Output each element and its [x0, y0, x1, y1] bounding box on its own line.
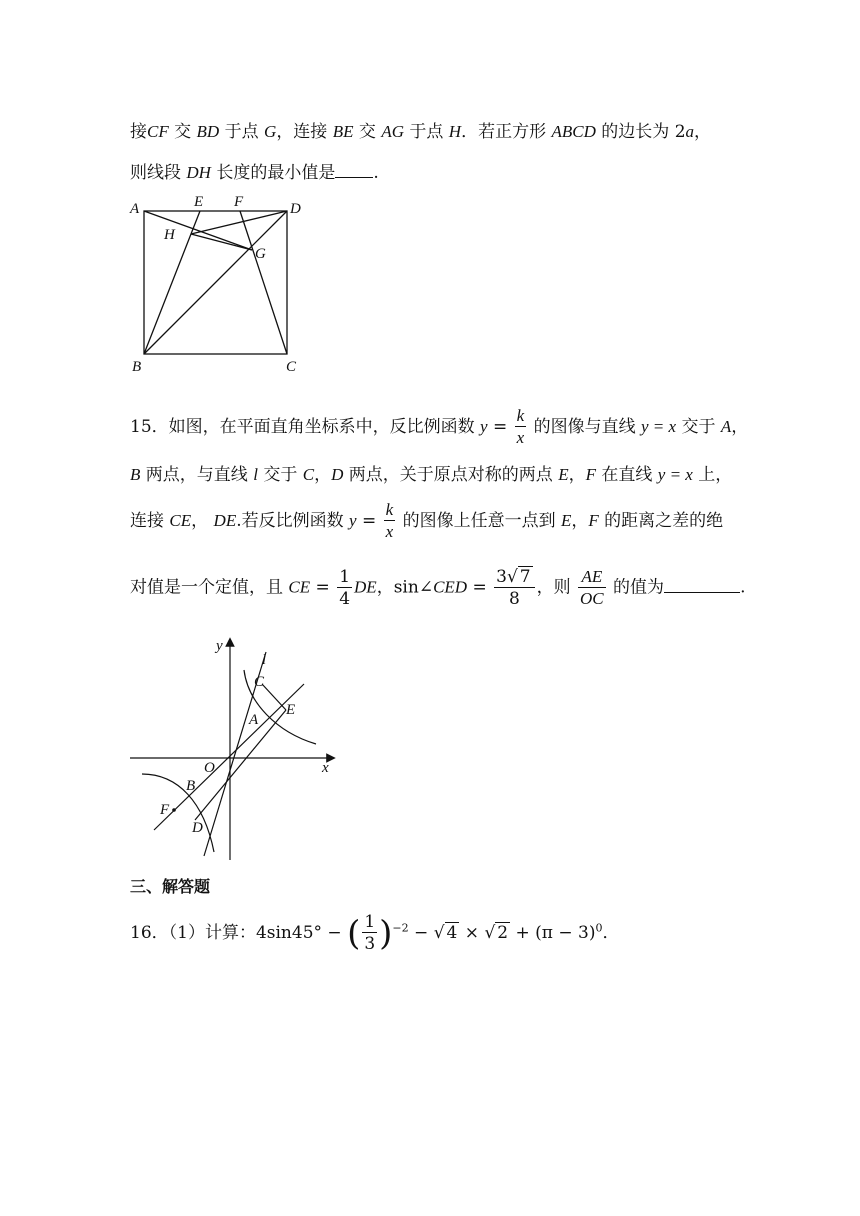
text: 交 [168, 122, 197, 142]
math-g: G [264, 122, 277, 141]
math-l: l [253, 465, 258, 484]
paren-close: ) [379, 913, 393, 954]
section-heading: 三、解答题 [130, 877, 211, 896]
answer-blank [335, 176, 373, 178]
denominator: 4 [339, 588, 351, 609]
text: 的值为 [607, 577, 665, 598]
radicand: 4 [446, 923, 458, 943]
text: = [467, 577, 493, 598]
math-be: BE [332, 122, 354, 141]
q16-line1 [130, 912, 619, 955]
text: ．若正方形 [461, 122, 552, 142]
fraction-one-third [362, 912, 377, 955]
math-2: 2 [674, 122, 686, 142]
text: ， [731, 417, 749, 437]
text: 的图像上任意一点到 [397, 511, 561, 531]
text: 交 [353, 122, 382, 142]
text: ，连接 [276, 122, 333, 142]
text: 交于 [676, 417, 721, 437]
math-cf: CF [147, 122, 169, 141]
numerator: AE [578, 567, 606, 588]
coefficient: 3 [496, 567, 507, 587]
q15-line2 [130, 460, 732, 485]
math-y-eq-x: y = x [641, 417, 677, 436]
text: 交于 [257, 465, 303, 485]
fraction-k-over-x [515, 406, 527, 449]
exponent: 0 [595, 921, 603, 935]
math-expr: 4sin45° − [255, 923, 348, 943]
math-expr: + [510, 923, 536, 943]
label-e: E [286, 702, 296, 718]
text: 则线段 [130, 163, 187, 183]
math-e: E [558, 465, 569, 484]
label-c: C [286, 359, 297, 375]
math-y: y [349, 511, 357, 530]
math-f: F [585, 465, 596, 484]
label-x: x [322, 760, 329, 776]
segment-hg [191, 234, 252, 250]
paren-open: ( [347, 913, 361, 954]
math-h: H [448, 122, 462, 141]
math-ced: CED [433, 577, 468, 597]
text: 15．如图，在平面直角坐标系中，反比例函数 [130, 417, 481, 437]
math-ce: CE [288, 577, 311, 597]
math-b: B [130, 465, 141, 484]
text: 连接 [130, 511, 170, 531]
q15-line3 [130, 500, 723, 543]
math-expr: (π − 3) [535, 923, 596, 943]
q14-line1 [130, 117, 711, 142]
label-a: A [249, 712, 259, 728]
label-g: G [255, 246, 266, 262]
exponent: −2 [392, 921, 409, 935]
text: ， [694, 122, 712, 142]
text: 的边长为 [595, 122, 675, 142]
math-c: C [302, 465, 315, 484]
q14-figure [128, 192, 308, 377]
math-ag: AG [381, 122, 404, 141]
text: ， [568, 465, 586, 485]
text: = [487, 417, 513, 437]
segment-cf [240, 211, 287, 354]
label-a: A [130, 201, 140, 217]
math-sin: sin∠ [393, 577, 434, 598]
label-c: C [254, 674, 265, 690]
text: ． [602, 923, 620, 943]
text: 于点 [219, 122, 265, 142]
label-d: D [192, 820, 203, 836]
fraction-one-quarter [337, 567, 352, 610]
numerator: 1 [364, 912, 376, 932]
label-h: H [164, 227, 175, 243]
text: ， [376, 577, 394, 598]
sqrt-sign: √ [484, 923, 496, 943]
radicand: 7 [519, 567, 531, 587]
q15-line1 [130, 406, 748, 449]
math-d: D [331, 465, 344, 484]
text: 的图像与直线 [528, 417, 642, 437]
fraction-k-over-x [384, 500, 396, 543]
label-b: B [132, 359, 142, 375]
fraction-ae-over-oc [578, 567, 606, 610]
text: 长度的最小值是 [210, 163, 336, 183]
fraction-3root7-over-8 [494, 566, 535, 610]
math-y: y [480, 417, 488, 436]
denominator: x [516, 428, 525, 447]
label-f: F [234, 194, 244, 210]
q15-line4 [130, 566, 745, 610]
denominator: 3 [364, 934, 376, 954]
numerator: k [516, 406, 525, 425]
numerator: 1 [339, 566, 351, 587]
math-y-eq-x: y = x [657, 465, 693, 484]
math-e: E [561, 511, 572, 530]
numerator: 3√ 7 [494, 566, 535, 588]
text: 两点，与直线 [140, 465, 254, 485]
q15-figure [126, 632, 346, 864]
denominator: x [385, 522, 394, 541]
math-a: a [685, 122, 695, 141]
denominator: OC [580, 588, 604, 608]
math-de: DE [354, 577, 377, 597]
label-l: l [262, 652, 267, 668]
segment-hd [191, 211, 287, 234]
math-expr: − [408, 923, 434, 943]
q14-line2 [130, 158, 379, 183]
text: 两点，关于原点对称的两点 [343, 465, 559, 485]
label-y: y [216, 638, 223, 654]
text: 对值是一个定值，且 [130, 577, 289, 598]
text: ，则 [536, 577, 577, 598]
label-o: O [204, 760, 215, 776]
text: ， [191, 511, 214, 531]
math-dh: DH [186, 163, 211, 182]
text: 16．（1）计算： [130, 923, 256, 943]
numerator: k [385, 500, 394, 519]
text: 于点 [403, 122, 449, 142]
math-de: DE [213, 511, 237, 530]
text: = [356, 511, 382, 531]
text: . [373, 163, 379, 183]
math-bd: BD [196, 122, 220, 141]
label-b: B [186, 778, 196, 794]
text: 接 [130, 122, 147, 142]
point-f [172, 808, 176, 812]
denominator: 8 [508, 589, 520, 609]
math-ce: CE [169, 511, 192, 530]
math-abcd: ABCD [551, 122, 596, 141]
math-f: F [588, 511, 599, 530]
text: ， [571, 511, 589, 531]
sqrt-sign: √ [433, 923, 445, 943]
text: = [310, 577, 336, 598]
text: 在直线 [595, 465, 658, 485]
label-e: E [194, 194, 204, 210]
math-expr: × [459, 923, 485, 943]
text: ， [314, 465, 332, 485]
radicand: 2 [497, 923, 509, 943]
label-f: F [160, 802, 170, 818]
label-d: D [290, 201, 301, 217]
text: 上， [692, 465, 733, 485]
answer-blank [664, 591, 740, 593]
text: .若反比例函数 [236, 511, 350, 531]
segment-ce [262, 684, 286, 710]
text: 的距离之差的绝 [598, 511, 724, 531]
text: . [740, 577, 746, 598]
math-a: A [720, 417, 732, 436]
hyperbola-branch-left [142, 774, 214, 852]
